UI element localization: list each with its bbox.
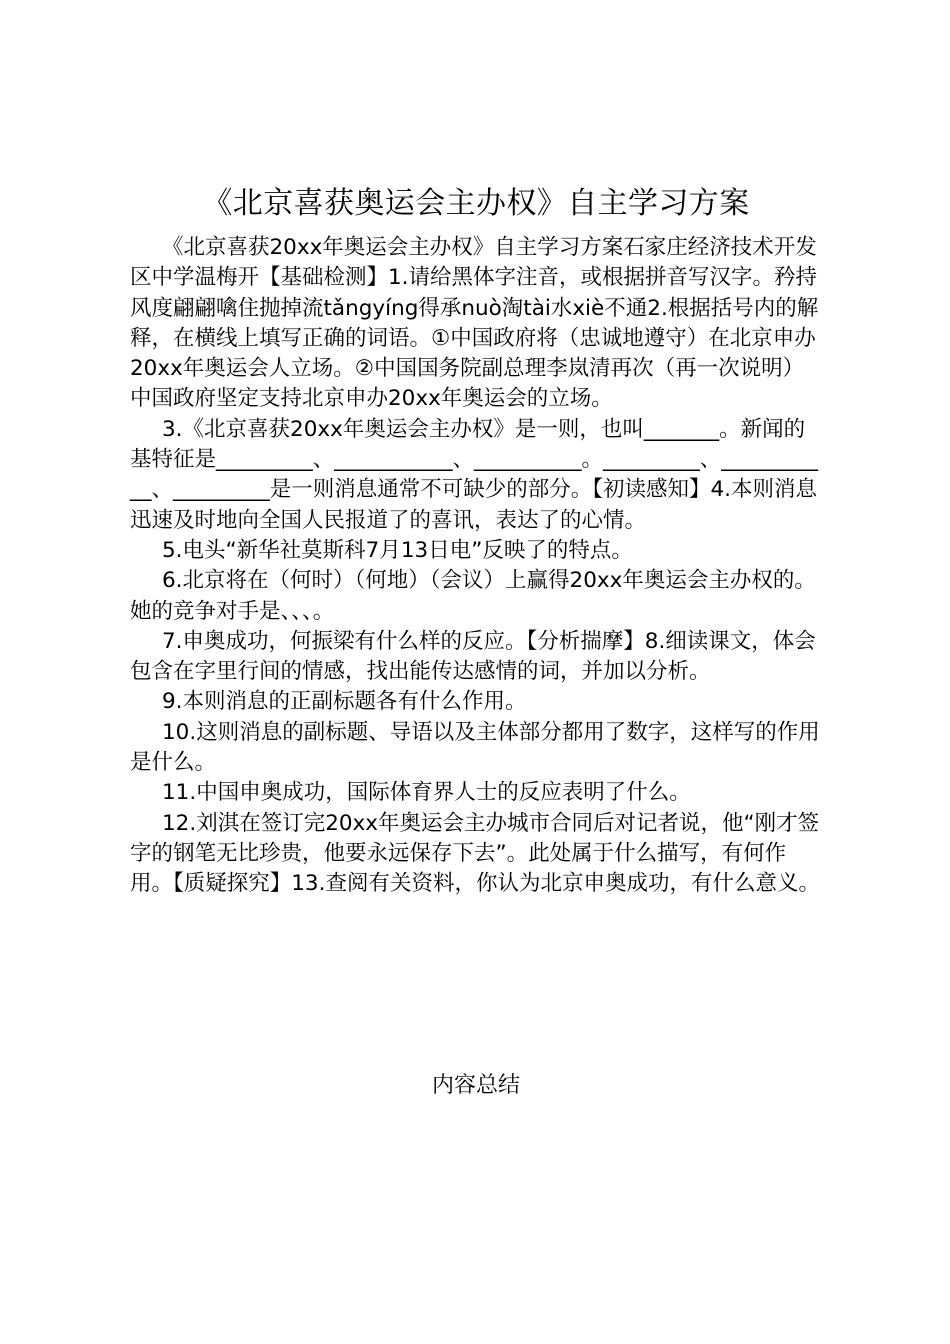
paragraph-2: 3.《北京喜获20xx年奥运会主办权》是一则，也叫_______。新闻的基特征是_________、___________、__________。_________、___________、_________是一则消息通常不可缺少的部分。【初读感知】4.本则消息迅速及时地向全国人民报道了的喜讯，表达了的心情。 [130, 416, 819, 533]
paragraph-5: 7.申奥成功，何振梁有什么样的反应。【分析揣摩】8.细读课文，体会包含在字里行间的情感，找出能传达感情的词，并加以分析。 [130, 628, 816, 685]
paragraph-3: 5.电头“新华社莫斯科7月13日电”反映了的特点。 [162, 537, 633, 563]
document-title: 《北京喜获奥运会主办权》自主学习方案 [202, 186, 750, 221]
paragraph-9: 12.刘淇在签订完20xx年奥运会主办城市合同后对记者说，他“刚才签字的钢笔无比珍贵，他要永远保存下去”。此处属于什么描写，有何作用。【质疑探究】13.查阅有关资料，你认为北京申奥成功，有什么意义。 [130, 810, 820, 897]
paragraph-1: 《北京喜获20xx年奥运会主办权》自主学习方案石家庄经济技术开发区中学温梅开【基础检测】1.请给黑体字注音，或根据拼音写汉字。矜持风度翩翩噙住抛掉流tǎngyíng得承nuò淘tài水xiè不通2.根据括号内的解释，在横线上填写正确的词语。①中国政府将（忠诚地遵守）在北京申办20xx年奥运会人立场。②中国国务院副总理李岚清再次（再一次说明）中国政府坚定支持北京申办20xx年奥运会的立场。 [130, 235, 819, 412]
summary-heading: 内容总结 [431, 1073, 520, 1098]
paragraph-8: 11.中国申奥成功，国际体育界人士的反应表明了什么。 [162, 780, 691, 806]
document-body [130, 233, 822, 900]
paragraph-4: 6.北京将在（何时）（何地）（会议）上赢得20xx年奥运会主办权的。她的竞争对手是、、、。 [130, 568, 816, 624]
paragraph-7: 10.这则消息的副标题、导语以及主体部分都用了数字，这样写的作用是什么。 [130, 719, 820, 776]
paragraph-6: 9.本则消息的正副标题各有什么作用。 [162, 689, 527, 715]
